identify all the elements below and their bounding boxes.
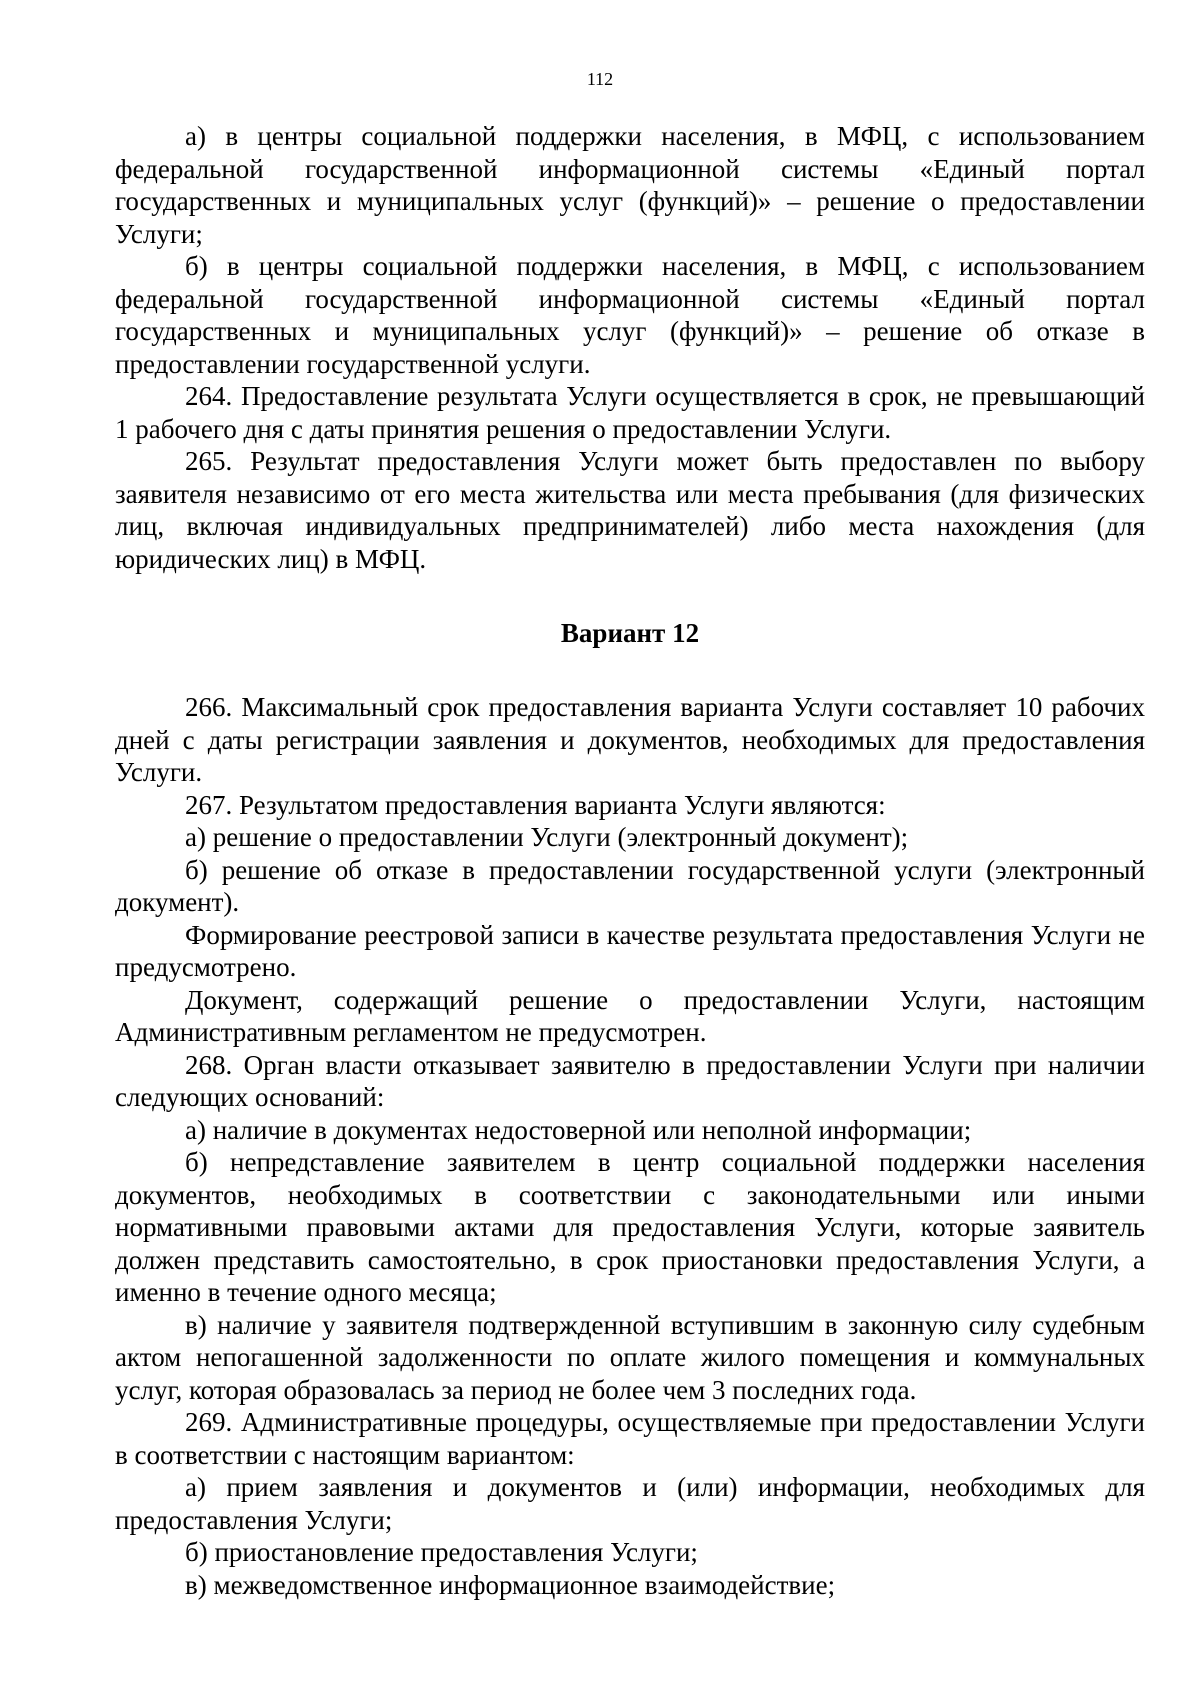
section-heading: Вариант 12 <box>560 618 700 648</box>
paragraph-269: 269. Административные процедуры, осуществляемые при предоставлении Услуги в соответствии с настоящим вариантом: <box>115 1407 1145 1470</box>
paragraph-265: 265. Результат предоставления Услуги может быть предоставлен по выбору заявителя независимо от его места жительства или места пребывания (для физических лиц, включая индивидуальных предпринимателей) либо места нахождения (для юридических лиц) в МФЦ. <box>115 446 1145 574</box>
paragraph-266: 266. Максимальный срок предоставления варианта Услуги составляет 10 рабочих дней с даты регистрации заявления и документов, необходимых для предоставления Услуги. <box>115 692 1145 787</box>
paragraph-registry-record: Формирование реестровой записи в качестве результата предоставления Услуги не предусмотрено. <box>115 919 1145 982</box>
paragraph-267-b: б) решение об отказе в предоставлении государственной услуги (электронный документ). <box>115 854 1145 917</box>
paragraph-268-a: а) наличие в документах недостоверной или неполной информации; <box>185 1114 972 1145</box>
paragraph-268: 268. Орган власти отказывает заявителю в предоставлении Услуги при наличии следующих оснований: <box>115 1049 1145 1112</box>
paragraph-267: 267. Результатом предоставления варианта Услуги являются: <box>185 789 886 820</box>
paragraph-269-a: а) прием заявления и документов и (или) информации, необходимых для предоставления Услуги; <box>115 1472 1145 1535</box>
paragraph-decision-document: Документ, содержащий решение о предоставлении Услуги, настоящим Административным регламентом не предусмотрен. <box>115 984 1145 1047</box>
paragraph-a-positive-decision: а) в центры социальной поддержки населения, в МФЦ, с использованием федеральной государственной информационной системы «Единый портал государственных и муниципальных услуг (функций)» – решение о предоставлении Услуги; <box>115 121 1145 249</box>
paragraph-269-b: б) приостановление предоставления Услуги; <box>185 1537 698 1567</box>
paragraph-268-b: б) непредставление заявителем в центр социальной поддержки населения документов, необходимых в соответствии с законодательными или иными нормативными правовыми актами для предоставления Услуги, которые заявитель должен представить самостоятельно, в срок приостановки предоставления Услуги, а именно в течение одного месяца; <box>115 1147 1145 1307</box>
paragraph-269-c: в) межведомственное информационное взаимодействие; <box>185 1569 836 1600</box>
paragraph-268-c: в) наличие у заявителя подтвержденной вступившим в законную силу судебным актом непогашенной задолженности по оплате жилого помещения и коммунальных услуг, которая образовалась за период не более чем 3 последних года. <box>115 1309 1145 1405</box>
paragraph-267-a: а) решение о предоставлении Услуги (электронный документ); <box>185 822 909 852</box>
paragraph-264: 264. Предоставление результата Услуги осуществляется в срок, не превышающий 1 рабочего дня с даты принятия решения о предоставлении Услуги. <box>115 381 1145 444</box>
page-number: 112 <box>586 69 614 89</box>
document-body <box>115 120 1145 1601</box>
paragraph-b-refusal-decision: б) в центры социальной поддержки населения, в МФЦ, с использованием федеральной государственной информационной системы «Единый портал государственных и муниципальных услуг (функций)» – решение об отказе в предоставлении государственной услуги. <box>115 251 1145 379</box>
